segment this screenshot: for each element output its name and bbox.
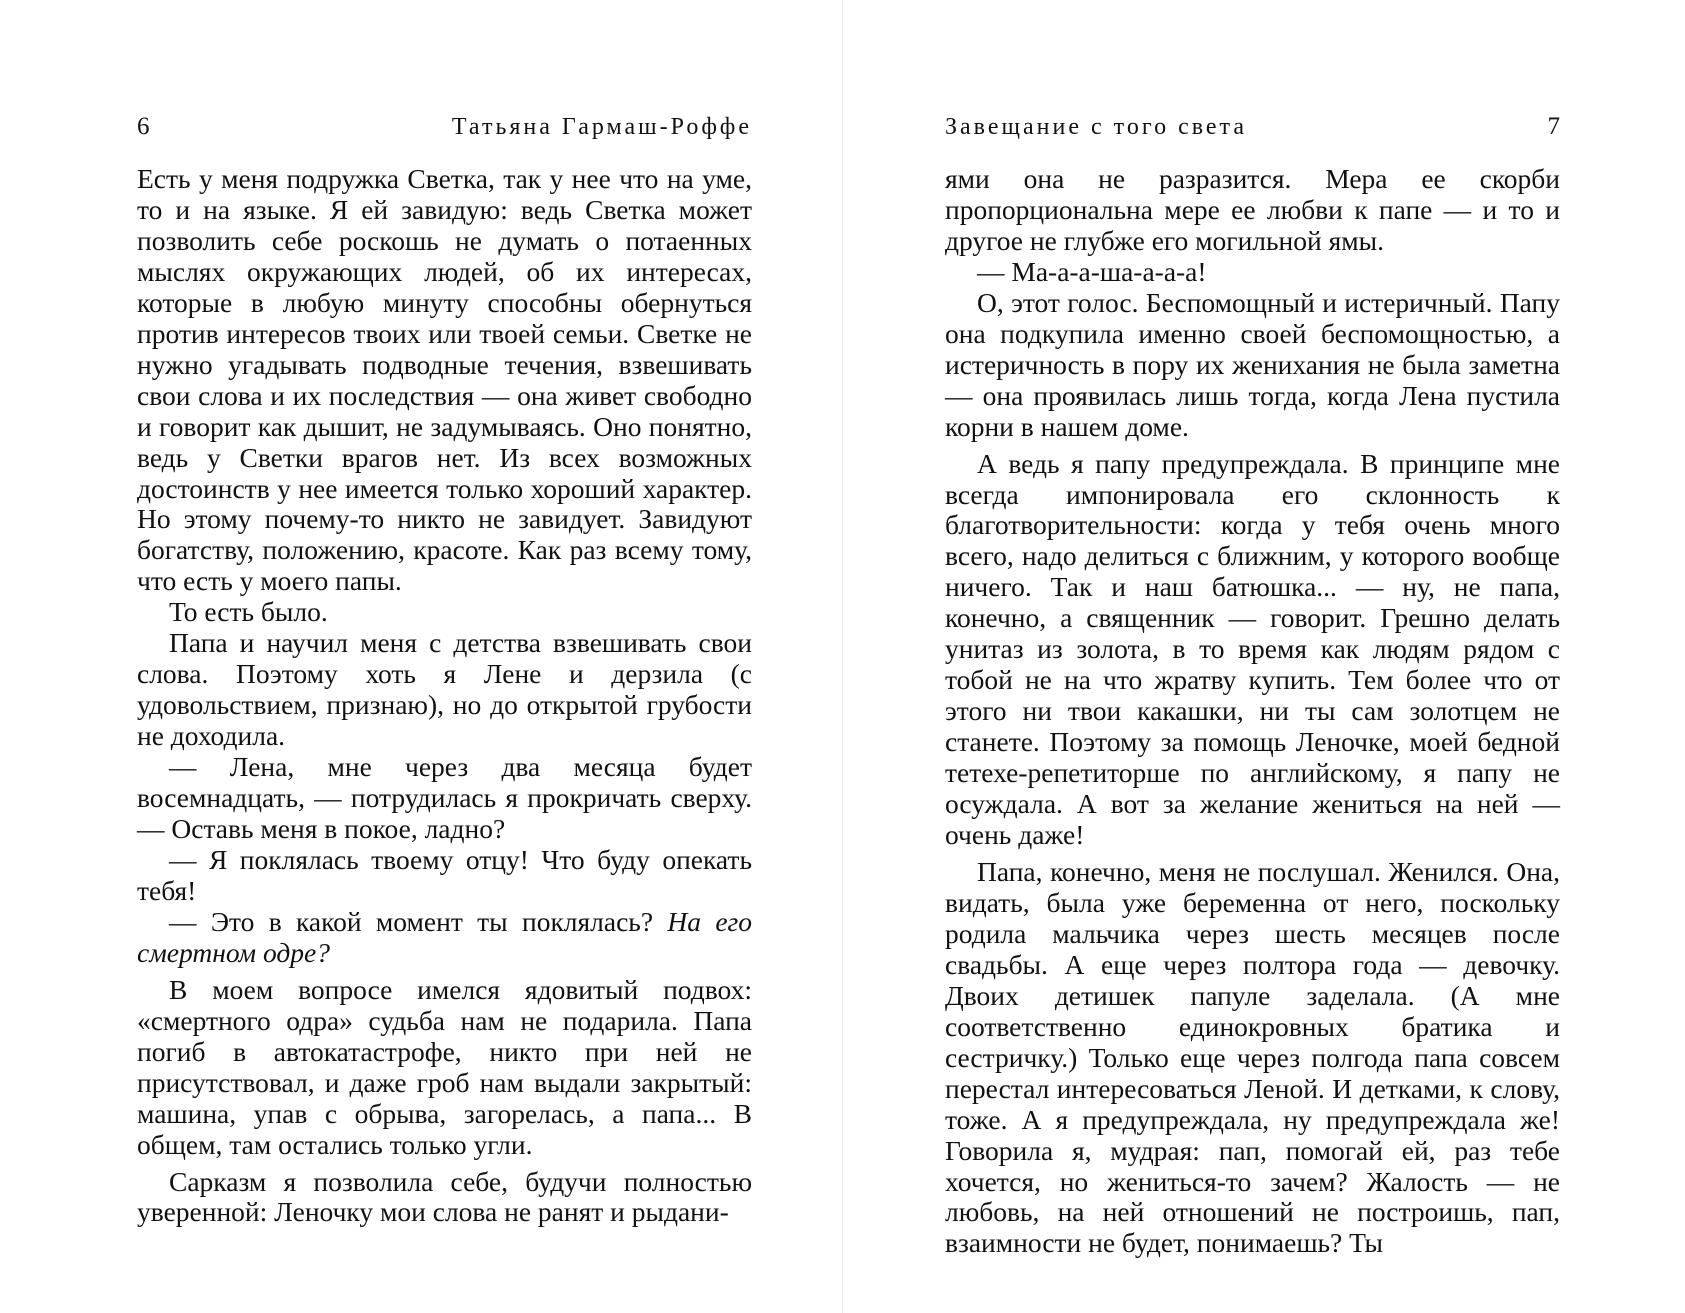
paragraph: ями она не разразится. Мера ее скорби пропорциональна мере ее любви к папе — и то и другое не глубже его могильной ямы. [945, 163, 1560, 256]
paragraph: Папа, конечно, меня не послушал. Женился. Она, видать, была уже беременна от него, поскольку родила мальчика через шесть месяцев после свадьбы. А еще через полтора года — девочку. Двоих детишек папуле заделала. (А мне соответственно единокровных братика и сестричку.) Только еще через полгода папа совсем перестал интересоваться Леной. И детками, к слову, тоже. А я предупреждала, ну предупреждала же! Говорила я, мудрая: пап, помогай ей, раз тебе хочется, но жениться-то зачем? Жалость — не любовь, на ней отношений не построишь, пап, взаимности не будет, понимаешь? Ты [945, 855, 1560, 1259]
paragraph: О, этот голос. Беспомощный и истеричный. Папу она подкупила именно своей беспомощностью, а истеричность в пору их женихания не была заметна — она проявилась лишь тогда, когда Лена пустила корни в нашем доме. [945, 286, 1560, 442]
left-running-head-author: Татьяна Гармаш-Роффе [451, 114, 752, 140]
paragraph: — Ма-а-а-ша-а-а-а! [977, 255, 1207, 287]
page-gutter [842, 0, 843, 1313]
paragraph-with-italic [137, 907, 752, 969]
left-running-header [137, 112, 752, 142]
right-page-number: 7 [1547, 113, 1560, 140]
paragraph: То есть было. [169, 596, 328, 628]
left-body-text [137, 164, 752, 1228]
paragraph: Сарказм я позволила себе, будучи полностью уверенной: Леночку мои слова не ранят и рыдани- [137, 1165, 752, 1228]
right-running-head-title: Завещание с того света [945, 114, 1247, 140]
paragraph: А ведь я папу предупреждала. В принципе мне всегда импонировала его склонность к благотворительности: когда у тебя очень много всего, надо делиться с ближним, у которого вообще ничего. Так и наш батюшка... — ну, не папа, конечно, а священник — говорит. Грешно делать унитаз из золота, в то время как людям рядом с тобой не на что жратву купить. Тем более что от этого ни твои какашки, ни ты сам золотцем не станете. Поэтому за помощь Леночке, моей бедной тетехе-репетиторше по английскому, я папу не осуждала. А вот за желание жениться на ней — очень даже! [945, 447, 1560, 851]
left-page [137, 0, 752, 1313]
paragraph: Папа и научил меня с детства взвешивать свои слова. Поэтому хоть я Лене и дерзила (с удовольствием, признаю), но до открытой грубости не доходила. [137, 627, 752, 752]
paragraph: — Я поклялась твоему отцу! Что буду опекать тебя! [137, 843, 752, 906]
paragraph: В моем вопросе имелся ядовитый подвох: «смертного одра» судьба нам не подарила. Папа погиб в автокатастрофе, никто при ней не присутствовал, и даже гроб нам выдали закрытый: машина, упав с обрыва, загорелась, а папа... В общем, там остались только угли. [137, 973, 752, 1160]
left-page-number: 6 [137, 113, 150, 140]
right-page [945, 0, 1560, 1313]
paragraph: — Лена, мне через два месяца будет восемнадцать, — потрудилась я прокричать сверху. — Оставь меня в покое, ладно? [137, 751, 752, 845]
right-body-text [945, 164, 1560, 1259]
italic-fragment: На его смертном одре? [137, 905, 752, 968]
right-running-header [945, 112, 1560, 142]
paragraph-text: — Это в какой момент ты поклялась? [169, 905, 654, 937]
paragraph: Есть у меня подружка Светка, так у нее что на уме, то и на языке. Я ей завидую: ведь Светка может позволить себе роскошь не думать о потаенных мыслях окружающих людей, об их интересах, которые в любую минуту способны обернуться против интересов твоих или твоей семьи. Светке не нужно угадывать подводные течения, взвешивать свои слова и их последствия — она живет свободно и говорит как дышит, не задумываясь. Оно понятно, ведь у Светки врагов нет. Из всех возможных достоинств у нее имеется только хороший характер. Но этому почему-то никто не завидует. Завидуют богатству, положению, красоте. Как раз всему тому, что есть у моего папы. [137, 163, 752, 597]
